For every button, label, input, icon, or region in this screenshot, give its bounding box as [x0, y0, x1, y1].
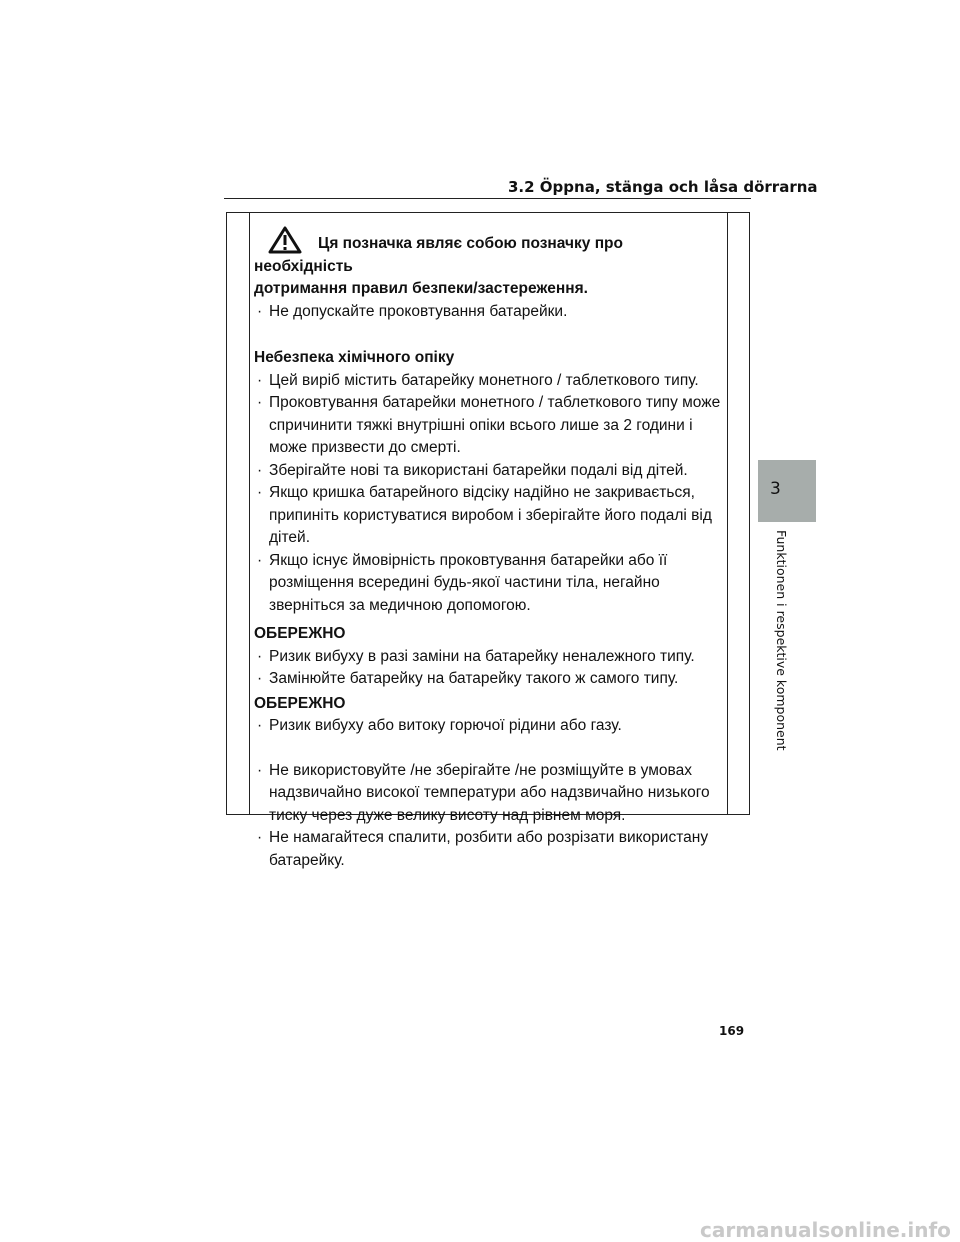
section-caution-2-list-a [254, 715, 724, 738]
bullet-line: надзвичайно високої температури або надзвичайно низького [269, 784, 710, 801]
bullet-item: · Ризик вибуху або витоку горючої рідини або газу. [254, 715, 724, 738]
bullet-line: Не намагайтеся спалити, розбити або розрізати використану [269, 829, 709, 846]
bullet-line: Ризик вибуху в разі заміни на батарейку неналежного типу. [269, 647, 695, 665]
bullet-item: · Замінюйте батарейку на батарейку такого ж самого типу. [254, 668, 724, 691]
bullet-line: Цей виріб містить батарейку монетного / таблеткового типу. [269, 371, 699, 389]
section-caution-1-list [254, 646, 724, 691]
section-chemical-burn-list [254, 370, 724, 618]
bullet-line: тиску через дуже велику висоту над рівнем моря. [269, 806, 626, 824]
bullet-line: Проковтування батарейки монетного / таблеткового типу може [269, 394, 721, 411]
bullet-line: батарейку. [269, 851, 345, 869]
section-caution-2-list-b [254, 760, 724, 873]
bullet-line: Замінюйте батарейку на батарейку такого ж самого типу. [269, 670, 679, 687]
bullet-item: · Не використовуйте /не зберігайте /не розміщуйте в умовах надзвичайно високої температури або надзвичайно низького тиску через дуже велику висоту над рівнем моря. [254, 760, 724, 828]
bullet-line: спричинити тяжкі внутрішні опіки всього лише за 2 години і [269, 416, 693, 434]
bullet-item: · Не намагайтеся спалити, розбити або розрізати використану батарейку. [254, 827, 724, 872]
bullet-line: Не використовуйте /не зберігайте /не розміщуйте в умовах [269, 761, 692, 779]
header-rule [224, 198, 751, 199]
watermark: carmanualsonline.info [700, 1218, 951, 1242]
warning-title-line1: Ця позначка являє собою позначку про необхідність [254, 235, 623, 275]
bullet-line: Якщо кришка батарейного відсіку надійно не закривається, [269, 484, 695, 501]
warning-title [254, 226, 724, 278]
bullet-item: · Якщо кришка батарейного відсіку надійно не закривається, припиніть користуватися виробом і зберігайте його подалі від дітей. [254, 482, 724, 550]
page-number: 169 [719, 1024, 745, 1038]
chapter-number: 3 [770, 479, 781, 499]
bullet-item: · Зберігайте нові та використані батарейки подалі від дітей. [254, 460, 724, 483]
bullet-line: Якщо існує ймовірність проковтування батарейки або її [269, 551, 668, 569]
section-caution-1-title: ОБЕРЕЖНО [254, 625, 346, 642]
intro-bullet: · Не допускайте проковтування батарейки. [257, 302, 568, 320]
bullet-line: зверніться за медичною допомогою. [269, 596, 531, 614]
warning-triangle-icon [268, 226, 302, 254]
chapter-tab [758, 460, 816, 522]
section-header-title: 3.2 Öppna, stänga och låsa dörrarna [508, 178, 818, 196]
warning-content [254, 226, 724, 872]
bullet-line: дітей. [269, 529, 310, 546]
bullet-line: розміщення всередині будь-якої частини тіла, негайно [269, 574, 660, 591]
bullet-item: · Цей виріб містить батарейку монетного / таблеткового типу. [254, 370, 724, 393]
bullet-line: Зберігайте нові та використані батарейки подалі від дітей. [269, 461, 688, 479]
warning-title-line2: дотримання правил безпеки/застереження. [254, 280, 588, 297]
bullet-line: може призвести до смерті. [269, 439, 461, 456]
bullet-item: · Якщо існує ймовірність проковтування батарейки або її розміщення всередині будь-якої частини тіла, негайно зверніться за медичною допомогою. [254, 550, 724, 618]
section-caution-2-title: ОБЕРЕЖНО [254, 694, 346, 712]
warning-box-left-rule [249, 212, 250, 815]
chapter-side-label: Funktionen i respektive komponent [774, 530, 789, 751]
bullet-item: · Ризик вибуху в разі заміни на батарейку неналежного типу. [254, 646, 724, 669]
warning-box-right-rule [727, 212, 728, 815]
bullet-line: Ризик вибуху або витоку горючої рідини або газу. [269, 717, 622, 734]
bullet-line: припиніть користуватися виробом і зберігайте його подалі від [269, 506, 712, 524]
bullet-item: · Проковтування батарейки монетного / таблеткового типу може спричинити тяжкі внутрішні опіки всього лише за 2 години і може призвести до смерті. [254, 392, 724, 460]
section-chemical-burn-title: Небезпека хімічного опіку [254, 349, 455, 366]
